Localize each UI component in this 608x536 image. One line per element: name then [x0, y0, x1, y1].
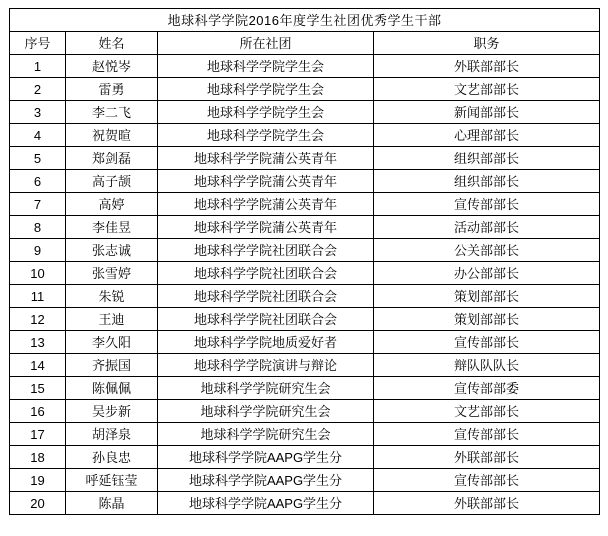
cell-organization: 地球科学学院学生会: [158, 101, 374, 124]
cell-name: 胡泽泉: [66, 423, 158, 446]
table-row: [10, 239, 600, 262]
table-row: [10, 423, 600, 446]
table-row: [10, 377, 600, 400]
column-header-role: 职务: [374, 32, 600, 55]
cell-name: 高婷: [66, 193, 158, 216]
cell-index: 13: [10, 331, 66, 354]
cell-organization: 地球科学学院社团联合会: [158, 239, 374, 262]
table-row: [10, 262, 600, 285]
cell-organization: 地球科学学院演讲与辩论: [158, 354, 374, 377]
cell-index: 12: [10, 308, 66, 331]
cell-role: 宣传部部长: [374, 193, 600, 216]
cell-name: 李二飞: [66, 101, 158, 124]
cell-name: 高子颉: [66, 170, 158, 193]
cell-index: 3: [10, 101, 66, 124]
cell-name: 陈佩佩: [66, 377, 158, 400]
cell-name: 李久阳: [66, 331, 158, 354]
cell-index: 17: [10, 423, 66, 446]
cell-organization: 地球科学学院蒲公英青年: [158, 216, 374, 239]
cell-role: 心理部部长: [374, 124, 600, 147]
cell-index: 9: [10, 239, 66, 262]
cell-role: 宣传部部委: [374, 377, 600, 400]
cell-name: 王迪: [66, 308, 158, 331]
cell-organization: 地球科学学院研究生会: [158, 423, 374, 446]
table-row: [10, 170, 600, 193]
cell-index: 2: [10, 78, 66, 101]
cell-organization: 地球科学学院学生会: [158, 55, 374, 78]
table-row: [10, 400, 600, 423]
cell-index: 7: [10, 193, 66, 216]
table-header-row: [10, 32, 600, 55]
cell-organization: 地球科学学院社团联合会: [158, 262, 374, 285]
cell-organization: 地球科学学院蒲公英青年: [158, 193, 374, 216]
cell-organization: 地球科学学院研究生会: [158, 377, 374, 400]
cell-role: 公关部部长: [374, 239, 600, 262]
table-row: [10, 147, 600, 170]
page-title: 地球科学学院2016年度学生社团优秀学生干部: [10, 9, 600, 32]
cell-name: 李佳昱: [66, 216, 158, 239]
cell-index: 20: [10, 492, 66, 515]
cell-name: 齐振国: [66, 354, 158, 377]
table-row: [10, 101, 600, 124]
table-row: [10, 331, 600, 354]
cell-index: 1: [10, 55, 66, 78]
cell-index: 15: [10, 377, 66, 400]
table-row: [10, 216, 600, 239]
column-header-organization: 所在社团: [158, 32, 374, 55]
cell-role: 辩队队队长: [374, 354, 600, 377]
cell-organization: 地球科学学院AAPG学生分: [158, 469, 374, 492]
cell-organization: 地球科学学院地质爱好者: [158, 331, 374, 354]
student-leaders-table: [9, 8, 600, 515]
table-row: [10, 354, 600, 377]
cell-name: 张志诚: [66, 239, 158, 262]
cell-organization: 地球科学学院学生会: [158, 124, 374, 147]
cell-role: 宣传部部长: [374, 331, 600, 354]
cell-index: 11: [10, 285, 66, 308]
cell-name: 郑剑磊: [66, 147, 158, 170]
cell-role: 活动部部长: [374, 216, 600, 239]
cell-organization: 地球科学学院社团联合会: [158, 285, 374, 308]
table-row: [10, 285, 600, 308]
cell-name: 呼延钰莹: [66, 469, 158, 492]
cell-organization: 地球科学学院研究生会: [158, 400, 374, 423]
table-row: [10, 193, 600, 216]
cell-role: 外联部部长: [374, 446, 600, 469]
cell-index: 4: [10, 124, 66, 147]
cell-index: 18: [10, 446, 66, 469]
table-row: [10, 308, 600, 331]
cell-organization: 地球科学学院AAPG学生分: [158, 492, 374, 515]
cell-organization: 地球科学学院蒲公英青年: [158, 147, 374, 170]
table-row: [10, 469, 600, 492]
cell-index: 14: [10, 354, 66, 377]
cell-name: 吴步新: [66, 400, 158, 423]
table-row: [10, 124, 600, 147]
table-row: [10, 446, 600, 469]
cell-role: 外联部部长: [374, 492, 600, 515]
cell-role: 组织部部长: [374, 147, 600, 170]
cell-index: 6: [10, 170, 66, 193]
column-header-index: 序号: [10, 32, 66, 55]
cell-role: 组织部部长: [374, 170, 600, 193]
cell-name: 雷勇: [66, 78, 158, 101]
cell-role: 文艺部部长: [374, 400, 600, 423]
cell-role: 策划部部长: [374, 285, 600, 308]
table-row: [10, 55, 600, 78]
cell-role: 办公部部长: [374, 262, 600, 285]
cell-organization: 地球科学学院蒲公英青年: [158, 170, 374, 193]
table-title-row: [10, 9, 600, 32]
cell-role: 外联部部长: [374, 55, 600, 78]
column-header-name: 姓名: [66, 32, 158, 55]
table-row: [10, 492, 600, 515]
cell-name: 张雪婷: [66, 262, 158, 285]
table-row: [10, 78, 600, 101]
cell-name: 陈晶: [66, 492, 158, 515]
cell-name: 祝贺暄: [66, 124, 158, 147]
cell-index: 5: [10, 147, 66, 170]
cell-role: 宣传部部长: [374, 469, 600, 492]
cell-role: 文艺部部长: [374, 78, 600, 101]
cell-role: 新闻部部长: [374, 101, 600, 124]
cell-name: 朱锐: [66, 285, 158, 308]
cell-name: 赵悦岑: [66, 55, 158, 78]
cell-index: 10: [10, 262, 66, 285]
cell-organization: 地球科学学院社团联合会: [158, 308, 374, 331]
cell-organization: 地球科学学院学生会: [158, 78, 374, 101]
cell-role: 策划部部长: [374, 308, 600, 331]
cell-index: 16: [10, 400, 66, 423]
cell-organization: 地球科学学院AAPG学生分: [158, 446, 374, 469]
cell-name: 孙良忠: [66, 446, 158, 469]
cell-index: 19: [10, 469, 66, 492]
cell-index: 8: [10, 216, 66, 239]
cell-role: 宣传部部长: [374, 423, 600, 446]
